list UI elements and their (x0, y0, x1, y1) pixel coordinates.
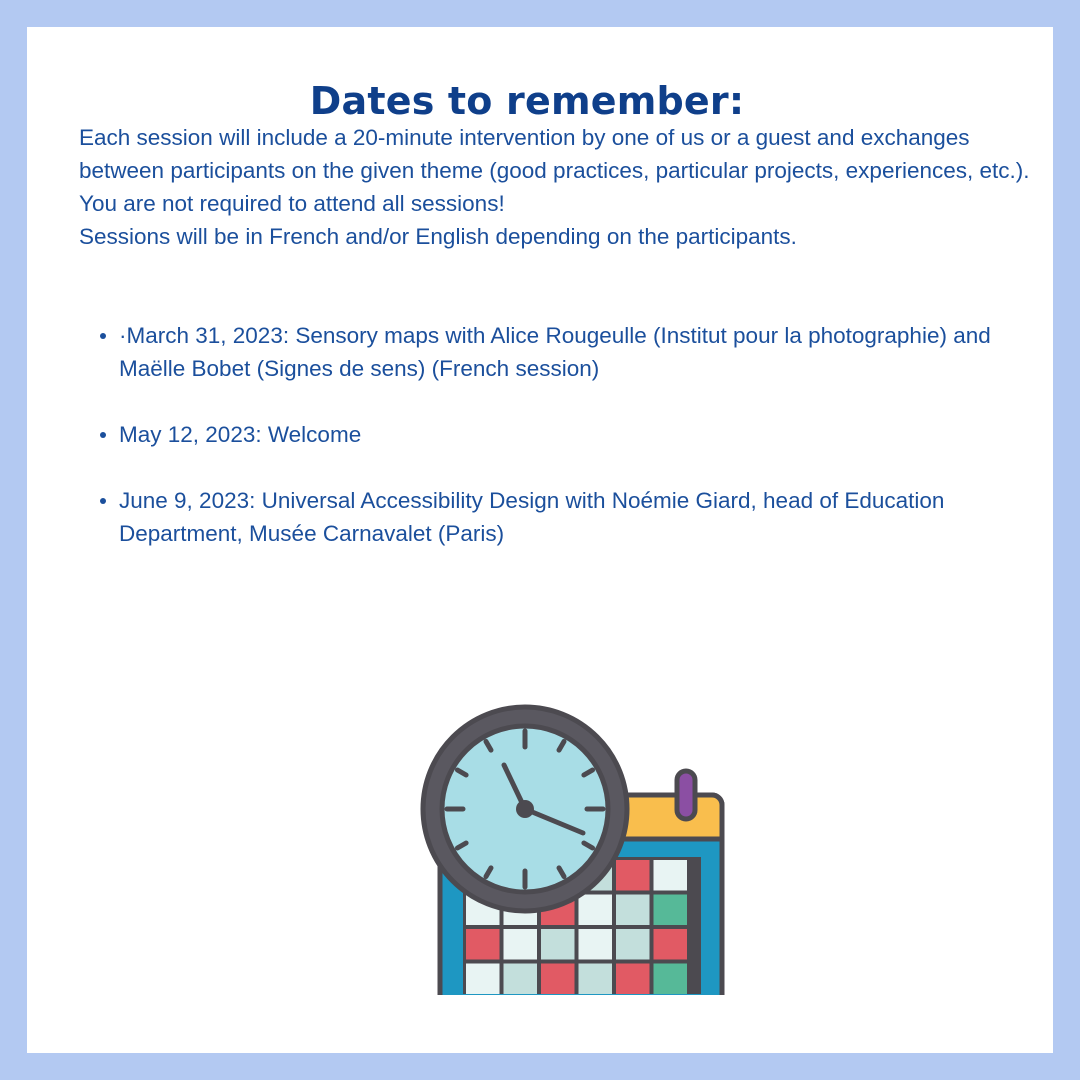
calendar-day-cell (504, 929, 538, 960)
calendar-day-cell (654, 895, 688, 926)
calendar-day-cell (616, 895, 650, 926)
session-list (79, 319, 1009, 583)
content-card (27, 27, 1053, 1053)
calendar-day-cell (654, 964, 688, 995)
session-item: May 12, 2023: Welcome (79, 418, 1009, 451)
calendar-day-cell (541, 929, 575, 960)
page-title: Dates to remember: (309, 79, 745, 123)
calendar-day-cell (616, 929, 650, 960)
intro-paragraph: Each session will include a 20-minute intervention by one of us or a guest and exchanges between participants on the given theme (good practices, particular projects, experiences, etc.). (79, 125, 1030, 183)
calendar-day-cell (579, 929, 613, 960)
clock-icon (423, 707, 627, 911)
session-item: June 9, 2023: Universal Accessibility Design with Noémie Giard, head of Education Department, Musée Carnavalet (Paris) (79, 484, 1009, 550)
calendar-day-cell (579, 964, 613, 995)
calendar-day-cell (616, 860, 650, 891)
calendar-day-cell (579, 895, 613, 926)
calendar-day-cell (616, 964, 650, 995)
intro-paragraph: You are not required to attend all sessions! (79, 191, 505, 216)
calendar-day-cell (466, 964, 500, 995)
calendar-day-cell (541, 964, 575, 995)
intro-text (79, 121, 1039, 253)
calendar-ring (677, 771, 695, 819)
calendar-clock-icon (391, 675, 731, 1000)
calendar-day-cell (654, 860, 688, 891)
calendar-day-cell (504, 964, 538, 995)
session-item: ·March 31, 2023: Sensory maps with Alice Rougeulle (Institut pour la photographie) and Maëlle Bobet (Signes de sens) (French session) (79, 319, 1009, 385)
calendar-day-cell (654, 929, 688, 960)
intro-paragraph: Sessions will be in French and/or English depending on the participants. (79, 224, 797, 249)
calendar-day-cell (466, 929, 500, 960)
